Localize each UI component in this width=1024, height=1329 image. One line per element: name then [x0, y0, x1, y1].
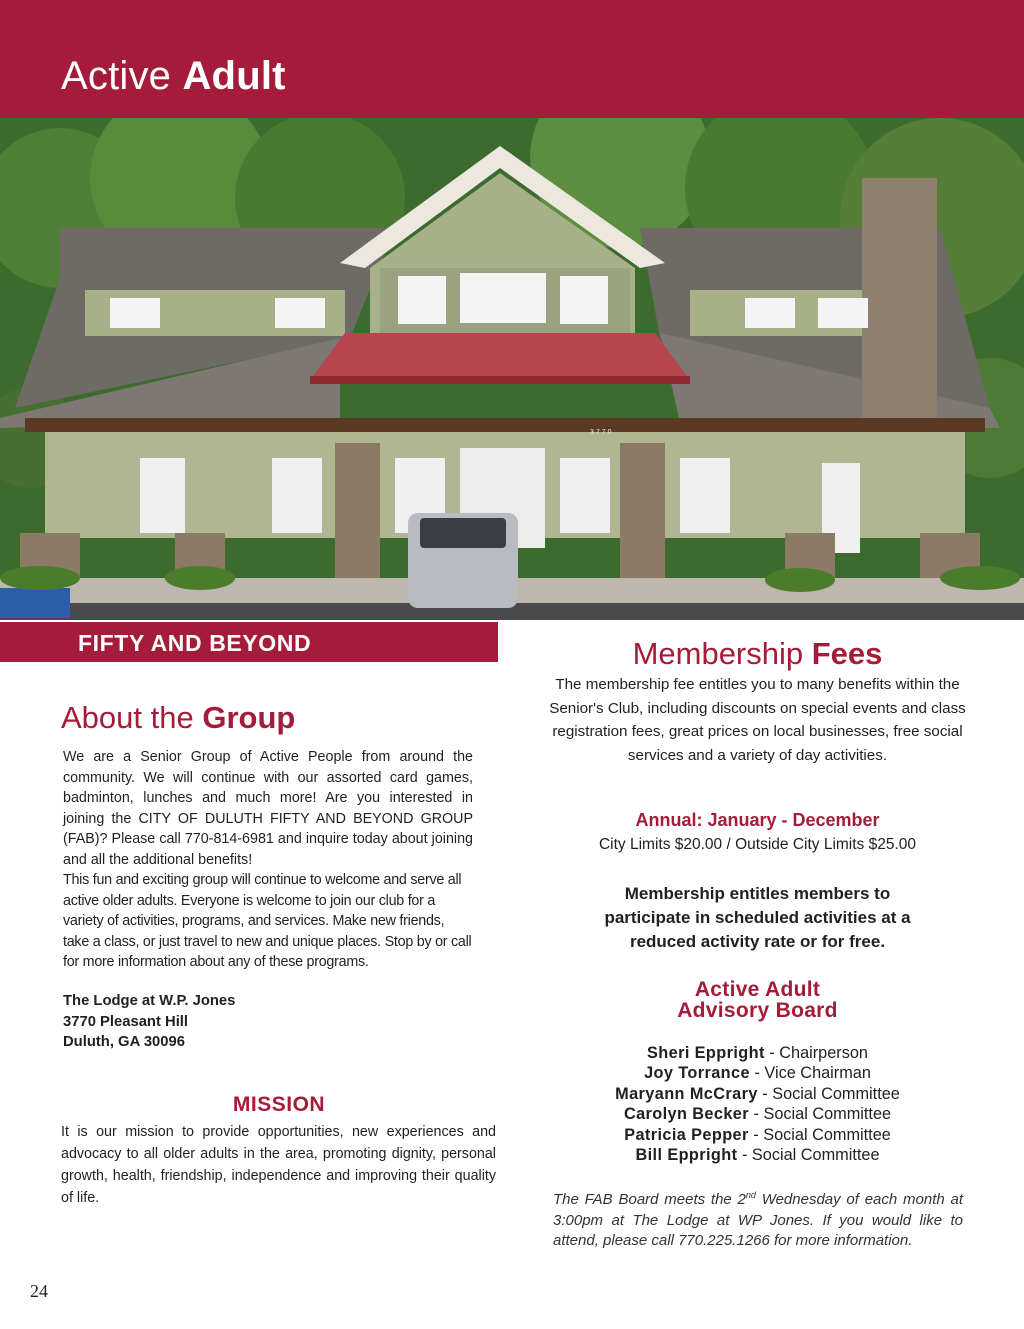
- fees-text: The membership fee entitles you to many benefits within the Senior's Club, including discounts on special events and class registration fees, great prices on local businesses, free social services and a variety of day activities.: [549, 676, 966, 764]
- annual-heading: Annual: January - December: [635, 810, 880, 830]
- mission-heading: MISSION: [232, 1093, 326, 1116]
- mission-text: It is our mission to provide opportunities, new experiences and advocacy to all older adults in the area, promoting dignity, personal growth, health, friendship, independence and improving their quality of life.: [61, 1124, 496, 1206]
- list-item: Joy Torrance - Vice Chairman: [644, 1064, 871, 1083]
- about-heading: About the Group: [61, 700, 296, 735]
- about-text: [63, 747, 473, 973]
- annual-price: City Limits $20.00 / Outside City Limits $25.00: [598, 836, 917, 853]
- address-block: [63, 991, 499, 1053]
- banner-label: FIFTY AND BEYOND: [78, 630, 312, 656]
- address-line: 3770 Pleasant Hill: [63, 1013, 189, 1030]
- board-heading: Active Adult Advisory Board: [677, 978, 838, 1022]
- list-item: Maryann McCrary - Social Committee: [615, 1084, 900, 1103]
- list-item: Sheri Eppright - Chairperson: [647, 1044, 868, 1062]
- section-banner: [0, 622, 498, 662]
- about-paragraph-1: We are a Senior Group of Active People from around the community. We will continue with our assorted card games, badminton, lunches and much more! Are you interested in joining the CITY OF DULUTH FIFTY AND BEYOND GROUP (FAB)? Please call 770-814-6981 and inquire today about joining and all the additional benefits!: [63, 749, 473, 868]
- fees-heading: Membership Fees: [632, 636, 883, 671]
- page-number: 24: [30, 1281, 48, 1301]
- address-line: Duluth, GA 30096: [63, 1034, 185, 1050]
- meeting-note: The FAB Board meets the 2nd Wednesday of each month at 3:00pm at The Lodge at WP Jones. If you would like to attend, please call 770.225.1266 for more information.: [553, 1190, 963, 1249]
- page-title: Active Adult: [61, 54, 286, 98]
- house-number: 3770: [590, 429, 614, 436]
- list-item: Patricia Pepper - Social Committee: [624, 1125, 891, 1144]
- list-item: Carolyn Becker - Social Committee: [623, 1105, 892, 1124]
- list-item: Bill Eppright - Social Committee: [635, 1146, 880, 1165]
- lodge-photo: [0, 118, 1024, 620]
- address-line: The Lodge at W.P. Jones: [63, 993, 236, 1009]
- membership-entitles: Membership entitles members to participate in scheduled activities at a reduced activity rate or for free.: [604, 884, 911, 951]
- about-paragraph-2: This fun and exciting group will continue to welcome and serve all active older adults. Everyone is welcome to join our club for a variety of activities, programs, and services. Make new friends, take a class, or just travel to new and unique places. Stop by or call for more information about any of these programs.: [63, 872, 472, 970]
- board-member-list: [545, 1043, 970, 1165]
